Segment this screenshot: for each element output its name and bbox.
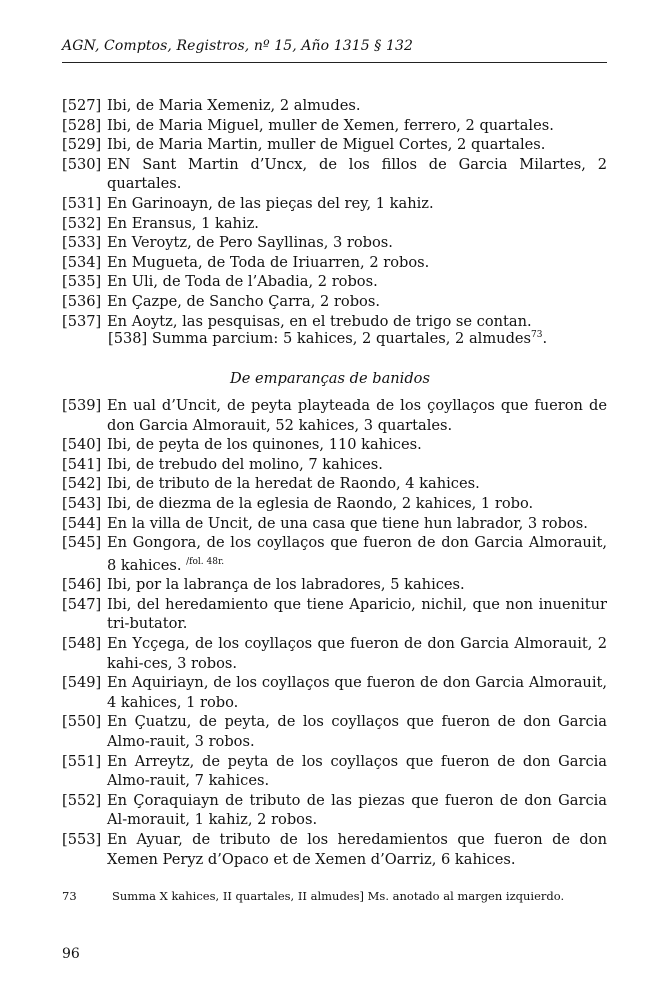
entry-number: [539] bbox=[62, 397, 102, 414]
header-rule bbox=[62, 62, 607, 63]
summa-text: [538] Summa parcium: 5 kahices, 2 quartales, 2 almudes bbox=[108, 330, 532, 347]
entry-number: [531] bbox=[62, 194, 102, 212]
entry-text: En Ayuar, de tributo de los heredamientos que fueron de don Xemen Peryz d’Opaco et de Xemen d’Oarriz, 6 kahices. bbox=[107, 830, 607, 868]
entry-number: [553] bbox=[62, 830, 102, 848]
entry-number: [535] bbox=[62, 273, 102, 291]
entry-text: Ibi, de trebudo del molino, 7 kahices. bbox=[107, 455, 383, 473]
entry-549 bbox=[62, 673, 607, 712]
entry-text: Ibi, por la labrança de los labradores, 5 kahices. bbox=[107, 576, 465, 594]
entry-number: [529] bbox=[62, 136, 102, 154]
entry-number: [548] bbox=[62, 634, 102, 652]
entry-544 bbox=[62, 514, 607, 534]
entry-number: [545] bbox=[62, 534, 102, 552]
section-subtitle: De emparanças de banidos bbox=[230, 370, 430, 387]
entry-number: [530] bbox=[62, 155, 102, 173]
entry-text: En Çoraquiayn de tributo de las piezas que fueron de don Garcia Al-morauit, 1 kahiz, 2 robos. bbox=[107, 791, 607, 829]
footnote-number: 73 bbox=[62, 889, 77, 903]
entry-text: Ibi, de Maria Martin, muller de Miguel Cortes, 2 quartales. bbox=[107, 136, 546, 154]
entry-text: En Çazpe, de Sancho Çarra, 2 robos. bbox=[107, 292, 380, 310]
footnote bbox=[62, 889, 607, 903]
entry-number: [549] bbox=[62, 674, 102, 692]
entry-number: [532] bbox=[62, 214, 102, 232]
entry-number: [546] bbox=[62, 576, 102, 594]
entry-536 bbox=[62, 292, 607, 312]
entry-548 bbox=[62, 634, 607, 673]
entry-text-body: En Gongora, de los coyllaços que fueron de don Garcia Almorauit, 8 kahices. bbox=[107, 534, 607, 574]
footnote-ref: 73 bbox=[531, 330, 543, 341]
entry-545 bbox=[62, 533, 607, 575]
entry-text: En Uli, de Toda de l’Abadia, 2 robos. bbox=[107, 273, 378, 291]
entry-540 bbox=[62, 435, 607, 455]
entry-550 bbox=[62, 712, 607, 751]
entry-547 bbox=[62, 595, 607, 634]
entries-block-1 bbox=[62, 96, 607, 331]
entry-533 bbox=[62, 233, 607, 253]
entry-542 bbox=[62, 474, 607, 494]
entry-539 bbox=[62, 396, 607, 435]
entry-552 bbox=[62, 791, 607, 830]
entry-543 bbox=[62, 494, 607, 514]
entry-text: En Ycçega, de los coyllaços que fueron de don Garcia Almorauit, 2 kahi-ces, 3 robos. bbox=[107, 634, 607, 672]
entry-number: [537] bbox=[62, 312, 102, 330]
entry-531 bbox=[62, 194, 607, 214]
entry-534 bbox=[62, 253, 607, 273]
entry-529 bbox=[62, 135, 607, 155]
entry-number: [533] bbox=[62, 234, 102, 252]
entry-text: Ibi, de Maria Xemeniz, 2 almudes. bbox=[107, 97, 361, 114]
summa-period: . bbox=[542, 330, 548, 347]
entry-553 bbox=[62, 830, 607, 869]
entry-528 bbox=[62, 116, 607, 136]
entry-text: En Arreytz, de peyta de los coyllaços que fueron de don Garcia Almo-rauit, 7 kahices. bbox=[107, 752, 607, 790]
entry-text: En Veroytz, de Pero Sayllinas, 3 robos. bbox=[107, 234, 393, 252]
entry-text: En Garinoayn, de las pieças del rey, 1 kahiz. bbox=[107, 194, 434, 212]
entry-546 bbox=[62, 575, 607, 595]
summa-line bbox=[108, 330, 547, 347]
entry-text bbox=[107, 533, 607, 575]
entry-text: En ual d’Uncit, de peyta playteada de los çoyllaços que fueron de don Garcia Almorauit, 52 kahices, 3 quartales. bbox=[107, 397, 607, 434]
entry-number: [550] bbox=[62, 713, 102, 731]
entry-text: Ibi, del heredamiento que tiene Aparicio, nichil, que non inuenitur tri-butator. bbox=[107, 595, 607, 633]
entry-text: En Aquiriayn, de los coyllaços que fueron de don Garcia Almorauit, 4 kahices, 1 robo. bbox=[107, 674, 607, 711]
entry-number: [552] bbox=[62, 791, 102, 809]
entry-text: En la villa de Uncit, de una casa que tiene hun labrador, 3 robos. bbox=[107, 514, 588, 532]
entry-text: En Aoytz, las pesquisas, en el trebudo de trigo se contan. bbox=[107, 312, 532, 330]
footnote-text: Summa X kahices, II quartales, II almudes] Ms. anotado al margen izquierdo. bbox=[112, 889, 565, 903]
entry-number: [528] bbox=[62, 116, 102, 134]
entry-532 bbox=[62, 214, 607, 234]
entry-number: [541] bbox=[62, 455, 102, 473]
entry-text: Ibi, de Maria Miguel, muller de Xemen, ferrero, 2 quartales. bbox=[107, 116, 554, 134]
entry-text: Ibi, de peyta de los quinones, 110 kahices. bbox=[107, 436, 422, 454]
running-header: AGN, Comptos, Registros, nº 15, Año 1315 § 132 bbox=[62, 38, 413, 54]
entry-535 bbox=[62, 272, 607, 292]
entry-530 bbox=[62, 155, 607, 194]
entry-number: [536] bbox=[62, 292, 102, 310]
entry-text: Ibi, de tributo de la heredat de Raondo, 4 kahices. bbox=[107, 475, 480, 493]
entry-text: En Eransus, 1 kahiz. bbox=[107, 214, 259, 232]
entry-537 bbox=[62, 312, 607, 332]
entry-number: [534] bbox=[62, 253, 102, 271]
entry-527 bbox=[62, 96, 607, 116]
entry-number: [543] bbox=[62, 494, 102, 512]
entry-number: [542] bbox=[62, 475, 102, 493]
entry-text: En Çuatzu, de peyta, de los coyllaços que fueron de don Garcia Almo-rauit, 3 robos. bbox=[107, 713, 607, 750]
entries-block-2 bbox=[62, 396, 607, 869]
entry-text: EN Sant Martin d’Uncx, de los fillos de Garcia Milartes, 2 quartales. bbox=[107, 155, 607, 193]
entry-text: En Mugueta, de Toda de Iriuarren, 2 robos. bbox=[107, 253, 430, 271]
entry-number: [547] bbox=[62, 595, 102, 613]
entry-number: [551] bbox=[62, 752, 102, 770]
entry-number: [540] bbox=[62, 436, 102, 454]
entry-number: [544] bbox=[62, 514, 102, 532]
entry-541 bbox=[62, 455, 607, 475]
folio-marker: /fol. 48r. bbox=[186, 556, 225, 567]
page-number: 96 bbox=[62, 946, 80, 962]
entry-text: Ibi, de diezma de la eglesia de Raondo, 2 kahices, 1 robo. bbox=[107, 494, 534, 512]
entry-551 bbox=[62, 752, 607, 791]
entry-number: [527] bbox=[62, 97, 102, 114]
